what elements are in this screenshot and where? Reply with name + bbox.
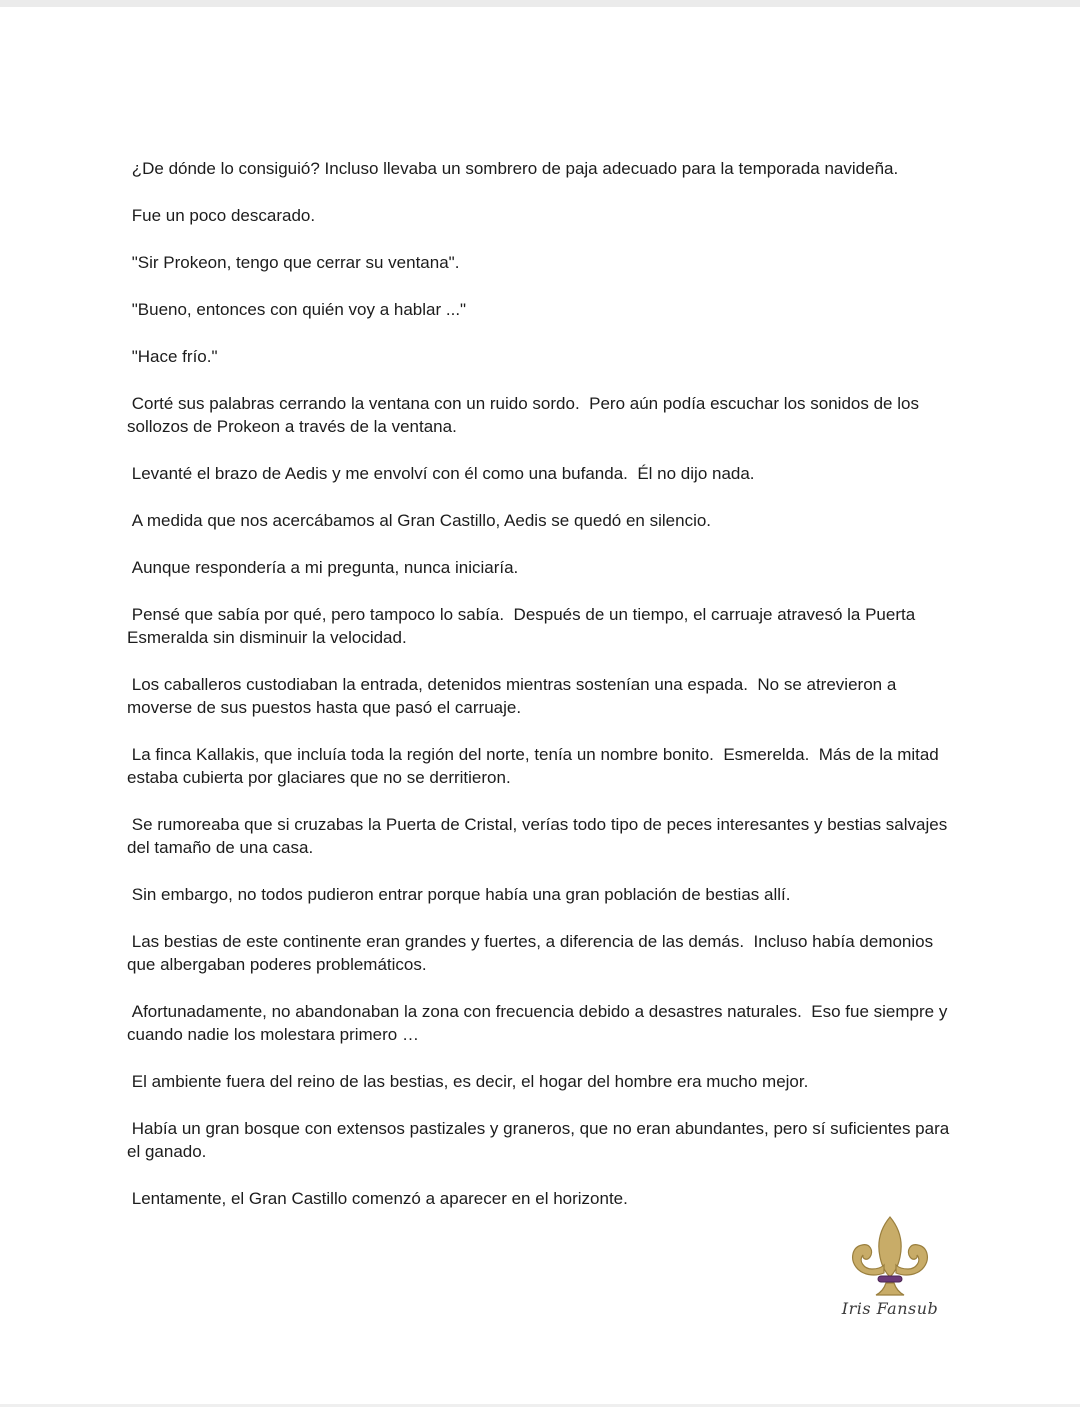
paragraph: La finca Kallakis, que incluía toda la región del norte, tenía un nombre bonito. Esmerelda. Más de la mitad estaba cubierta por glaciares que no se derritieron. bbox=[127, 745, 944, 787]
paragraph: ¿De dónde lo consiguió? Incluso llevaba un sombrero de paja adecuado para la temporada navideña. bbox=[127, 159, 899, 178]
paragraph: Aunque respondería a mi pregunta, nunca iniciaría. bbox=[127, 558, 519, 577]
paragraph: Las bestias de este continente eran grandes y fuertes, a diferencia de las demás. Incluso había demonios que albergaban poderes problemáticos. bbox=[127, 932, 938, 974]
watermark-logo bbox=[838, 1215, 942, 1327]
fleur-de-lis-icon bbox=[844, 1215, 936, 1299]
watermark-text: Iris Fansub bbox=[841, 1299, 939, 1318]
top-edge bbox=[0, 0, 1080, 7]
paragraph: Fue un poco descarado. bbox=[127, 206, 316, 225]
paragraph: "Hace frío." bbox=[127, 347, 218, 366]
paragraph: "Bueno, entonces con quién voy a hablar ..." bbox=[127, 300, 467, 319]
paragraph: Levanté el brazo de Aedis y me envolví con él como una bufanda. Él no dijo nada. bbox=[127, 464, 755, 483]
paragraph: Corté sus palabras cerrando la ventana con un ruido sordo. Pero aún podía escuchar los sonidos de los sollozos de Prokeon a través de la ventana. bbox=[127, 394, 924, 436]
paragraph: Sin embargo, no todos pudieron entrar porque había una gran población de bestias allí. bbox=[127, 885, 791, 904]
paragraph: Afortunadamente, no abandonaban la zona con frecuencia debido a desastres naturales. Eso fue siempre y cuando nadie los molestara primero … bbox=[127, 1002, 953, 1044]
paragraph: El ambiente fuera del reino de las bestias, es decir, el hogar del hombre era mucho mejor. bbox=[127, 1072, 809, 1091]
paragraph: Lentamente, el Gran Castillo comenzó a aparecer en el horizonte. bbox=[127, 1189, 628, 1208]
paragraph: "Sir Prokeon, tengo que cerrar su ventana". bbox=[127, 253, 460, 272]
paragraph: Se rumoreaba que si cruzabas la Puerta de Cristal, verías todo tipo de peces interesantes y bestias salvajes del tamaño de una casa. bbox=[127, 815, 952, 857]
paragraph: A medida que nos acercábamos al Gran Castillo, Aedis se quedó en silencio. bbox=[127, 511, 712, 530]
paragraph: Había un gran bosque con extensos pastizales y graneros, que no eran abundantes, pero sí suficientes para el ganado. bbox=[127, 1119, 954, 1161]
paragraph: Los caballeros custodiaban la entrada, detenidos mientras sostenían una espada. No se atrevieron a moverse de sus puestos hasta que pasó el carruaje. bbox=[127, 675, 902, 717]
document-body bbox=[127, 157, 957, 1234]
paragraph: Pensé que sabía por qué, pero tampoco lo sabía. Después de un tiempo, el carruaje atravesó la Puerta Esmeralda sin disminuir la velocidad. bbox=[127, 605, 920, 647]
